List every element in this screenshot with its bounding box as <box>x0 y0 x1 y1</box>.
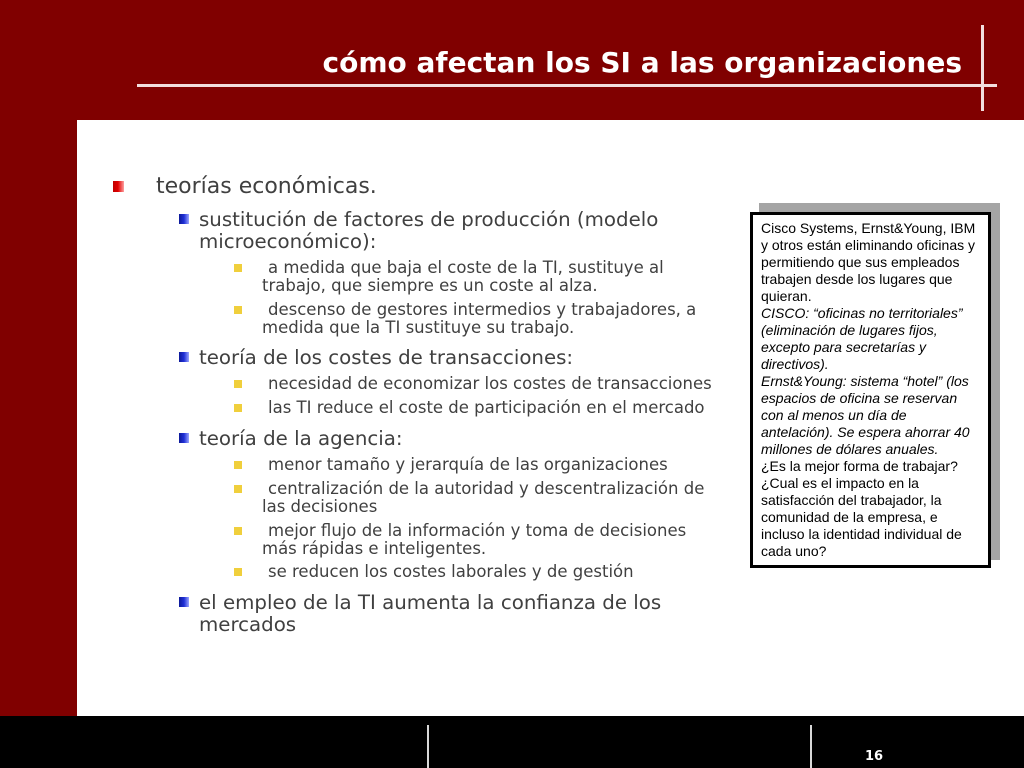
note-intro-line: y otros están eliminando oficinas y <box>761 236 975 253</box>
outline-point: descenso de gestores intermedios y trabajadores, a medida que la TI sustituye su trabajo. <box>262 300 697 337</box>
note-example-line: espacios de oficina se reservan <box>761 389 958 406</box>
subtopic-transaction-costs: teoría de los costes de transacciones: <box>199 346 574 369</box>
footer-bar <box>0 716 1024 768</box>
red-square-bullet-icon <box>113 181 124 192</box>
blue-square-bullet-icon <box>179 597 189 607</box>
note-question-line: ¿Es la mejor forma de trabajar? <box>761 457 958 474</box>
outline-point: centralización de la autoridad y descentralización de las decisiones <box>262 479 705 516</box>
outline-point: las TI reduce el coste de participación en el mercado <box>268 398 705 417</box>
note-example-line: directivos). <box>761 355 829 372</box>
outline-point: se reducen los costes laborales y de gestión <box>268 562 634 581</box>
note-example-line: con al menos un día de <box>761 406 907 423</box>
subtopic-market-confidence: el empleo de la TI aumenta la confianza de los mercados <box>199 591 662 636</box>
note-intro-line: permitiendo que sus empleados <box>761 253 960 270</box>
note-intro-line: quieran. <box>761 287 812 304</box>
note-box <box>750 212 991 568</box>
note-example-line: CISCO: “oficinas no territoriales” <box>761 304 963 321</box>
note-question-line: comunidad de la empresa, e <box>761 508 938 525</box>
slide-title: cómo afectan los SI a las organizaciones <box>322 46 962 79</box>
note-question-line: cada uno? <box>761 542 827 559</box>
footer-divider <box>810 725 812 768</box>
outline-point: necesidad de economizar los costes de transacciones <box>268 374 712 393</box>
yellow-square-bullet-icon <box>234 485 242 493</box>
yellow-square-bullet-icon <box>234 568 242 576</box>
subtopic-factor-substitution: sustitución de factores de producción (modelo microeconómico): <box>199 208 659 253</box>
note-example-line: antelación). Se espera ahorrar 40 <box>761 423 970 440</box>
note-example-line: millones de dólares anuales. <box>761 440 939 457</box>
page-number: 16 <box>864 749 884 764</box>
blue-square-bullet-icon <box>179 433 189 443</box>
note-example-line: Ernst&Young: sistema “hotel” (los <box>761 372 969 389</box>
yellow-square-bullet-icon <box>234 380 242 388</box>
note-question-line: satisfacción del trabajador, la <box>761 491 942 508</box>
outline-point: mejor flujo de la información y toma de decisiones más rápidas e inteligentes. <box>262 521 687 558</box>
note-question-line: ¿Cual es el impacto en la <box>761 474 919 491</box>
outline-point: a medida que baja el coste de la TI, sustituye al trabajo, que siempre es un coste al alza. <box>262 258 664 295</box>
note-example-line: (eliminación de lugares fijos, <box>761 321 938 338</box>
note-intro-line: Cisco Systems, Ernst&Young, IBM <box>761 219 976 236</box>
note-question-line: incluso la identidad individual de <box>761 525 962 542</box>
left-band <box>0 120 77 716</box>
yellow-square-bullet-icon <box>234 404 242 412</box>
yellow-square-bullet-icon <box>234 306 242 314</box>
title-vertical-rule <box>981 25 984 111</box>
blue-square-bullet-icon <box>179 352 189 362</box>
note-intro-line: trabajen desde los lugares que <box>761 270 953 287</box>
note-example-line: excepto para secretarías y <box>761 338 926 355</box>
blue-square-bullet-icon <box>179 214 189 224</box>
outline-point: menor tamaño y jerarquía de las organizaciones <box>268 455 668 474</box>
title-underline <box>137 84 997 87</box>
footer-divider <box>427 725 429 768</box>
outline-topic: teorías económicas. <box>156 174 377 199</box>
subtopic-agency-theory: teoría de la agencia: <box>199 427 403 450</box>
note-text <box>761 220 986 560</box>
yellow-square-bullet-icon <box>234 461 242 469</box>
yellow-square-bullet-icon <box>234 264 242 272</box>
yellow-square-bullet-icon <box>234 527 242 535</box>
